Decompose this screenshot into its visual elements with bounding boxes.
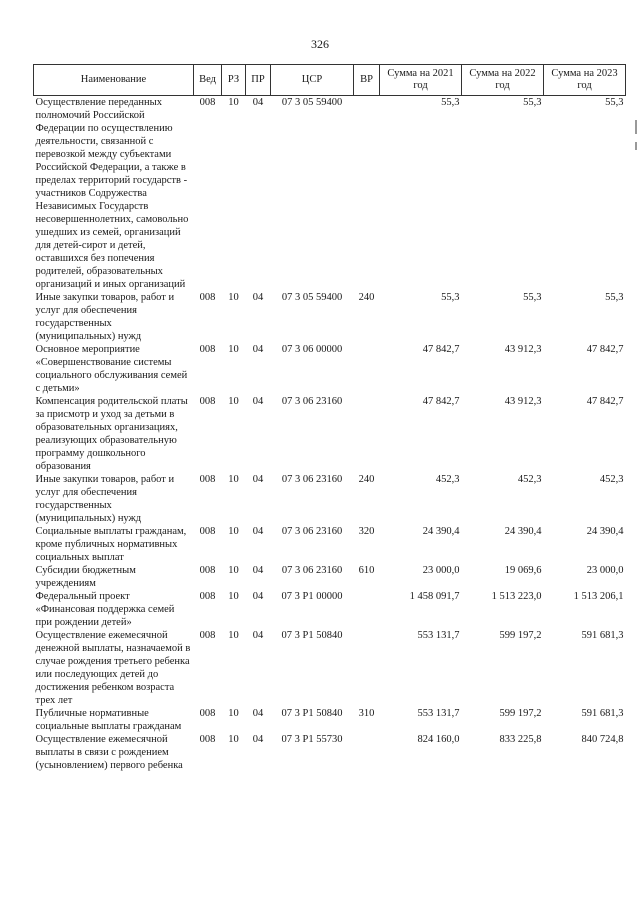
row-pr: 04 <box>252 565 264 576</box>
row-pr: 04 <box>252 526 264 537</box>
row-sum-2021: 452,3 <box>435 474 460 485</box>
row-pr: 04 <box>252 591 264 602</box>
row-sum-2022: 1 513 223,0 <box>491 591 542 602</box>
row-rz: 10 <box>228 526 239 537</box>
row-pr: 04 <box>252 734 264 745</box>
row-sum-2022: 599 197,2 <box>499 708 542 719</box>
row-sum-2023: 840 724,8 <box>581 734 624 745</box>
row-sum-2022: 19 069,6 <box>504 565 542 576</box>
header-sum-2023: Сумма на 2023 год <box>544 65 626 96</box>
row-ved: 008 <box>199 97 216 108</box>
row-sum-2021: 55,3 <box>441 292 460 303</box>
row-sum-2021: 47 842,7 <box>422 396 460 407</box>
row-ved: 008 <box>199 734 216 745</box>
table-row <box>34 291 626 343</box>
row-name: Осуществление ежемесячной выплаты в связи с рождением (усыновлением) первого ребенка <box>35 734 183 771</box>
table-row <box>34 564 626 590</box>
row-name: Основное мероприятие «Совершенствование системы социального обслуживания семей с детьми» <box>35 344 188 394</box>
table-row <box>34 395 626 473</box>
header-name: Наименование <box>34 65 194 96</box>
header-sum-2021: Сумма на 2021 год <box>380 65 462 96</box>
row-pr: 04 <box>252 630 264 641</box>
row-csr: 07 3 06 00000 <box>281 344 343 355</box>
table-row <box>34 473 626 525</box>
table-row <box>34 629 626 707</box>
row-csr: 07 3 05 59400 <box>281 292 343 303</box>
table-header-row <box>34 65 626 96</box>
row-ved: 008 <box>199 344 216 355</box>
row-vr: 240 <box>358 474 375 485</box>
row-rz: 10 <box>228 292 239 303</box>
row-ved: 008 <box>199 396 216 407</box>
scan-edge-mark <box>635 120 637 134</box>
row-vr: 310 <box>358 708 375 719</box>
row-csr: 07 3 Р1 50840 <box>281 708 343 719</box>
row-rz: 10 <box>228 344 239 355</box>
row-name: Компенсация родительской платы за присмотр и уход за детьми в образовательных организациях, реализующих образовательную программу дошкольного образования <box>35 396 188 472</box>
row-sum-2022: 55,3 <box>523 292 542 303</box>
row-vr <box>354 96 380 292</box>
row-csr: 07 3 Р1 00000 <box>281 591 343 602</box>
row-csr: 07 3 06 23160 <box>281 396 343 407</box>
row-pr: 04 <box>252 474 264 485</box>
budget-table <box>33 64 626 772</box>
row-pr: 04 <box>252 708 264 719</box>
row-sum-2021: 47 842,7 <box>422 344 460 355</box>
table-row <box>34 343 626 395</box>
table-body <box>34 96 626 773</box>
row-sum-2021: 553 131,7 <box>417 630 460 641</box>
row-vr: 240 <box>358 292 375 303</box>
row-csr: 07 3 05 59400 <box>281 97 343 108</box>
row-pr: 04 <box>252 97 264 108</box>
row-pr: 04 <box>252 292 264 303</box>
row-name: Иные закупки товаров, работ и услуг для обеспечения государственных (муниципальных) нужд <box>35 474 175 524</box>
row-sum-2022: 55,3 <box>523 97 542 108</box>
row-csr: 07 3 06 23160 <box>281 565 343 576</box>
header-pr: ПР <box>246 65 271 96</box>
row-rz: 10 <box>228 708 239 719</box>
row-ved: 008 <box>199 630 216 641</box>
row-vr <box>354 733 380 772</box>
row-sum-2022: 43 912,3 <box>504 344 542 355</box>
row-rz: 10 <box>228 591 239 602</box>
row-sum-2022: 24 390,4 <box>504 526 542 537</box>
row-sum-2021: 553 131,7 <box>417 708 460 719</box>
row-sum-2023: 47 842,7 <box>586 396 624 407</box>
row-rz: 10 <box>228 734 239 745</box>
row-ved: 008 <box>199 526 216 537</box>
row-sum-2023: 591 681,3 <box>581 630 624 641</box>
row-name: Осуществление переданных полномочий Российской Федерации по осуществлению деятельности, связанной с перевозкой между субъектами Российской Федерации, а также в пределах территорий государств - участников Содружества Независимых Государств несовершеннолетних, самовольно ушедших из семей, организаций для детей-сирот и детей, оставшихся без попечения родителей, образовательных организаций и иных организаций <box>35 97 189 290</box>
row-pr: 04 <box>252 344 264 355</box>
header-vr: ВР <box>354 65 380 96</box>
scan-edge-mark <box>635 142 637 150</box>
row-sum-2021: 23 000,0 <box>422 565 460 576</box>
row-ved: 008 <box>199 708 216 719</box>
row-sum-2023: 47 842,7 <box>586 344 624 355</box>
row-rz: 10 <box>228 396 239 407</box>
row-name: Социальные выплаты гражданам, кроме публичных нормативных социальных выплат <box>35 526 187 563</box>
row-name: Иные закупки товаров, работ и услуг для обеспечения государственных (муниципальных) нужд <box>35 292 175 342</box>
row-sum-2023: 591 681,3 <box>581 708 624 719</box>
row-sum-2021: 824 160,0 <box>417 734 460 745</box>
row-vr <box>354 590 380 629</box>
row-sum-2021: 1 458 091,7 <box>409 591 460 602</box>
row-pr: 04 <box>252 396 264 407</box>
row-ved: 008 <box>199 591 216 602</box>
row-rz: 10 <box>228 630 239 641</box>
table-row <box>34 733 626 772</box>
row-name: Публичные нормативные социальные выплаты гражданам <box>35 708 182 732</box>
row-sum-2022: 43 912,3 <box>504 396 542 407</box>
row-csr: 07 3 06 23160 <box>281 526 343 537</box>
row-name: Осуществление ежемесячной денежной выплаты, назначаемой в случае рождения третьего ребенка или последующих детей до достижения ребенком возраста трех лет <box>35 630 191 706</box>
header-csr: ЦСР <box>271 65 354 96</box>
row-sum-2023: 452,3 <box>599 474 624 485</box>
row-name: Федеральный проект «Финансовая поддержка семей при рождении детей» <box>35 591 175 628</box>
row-sum-2021: 24 390,4 <box>422 526 460 537</box>
row-sum-2023: 55,3 <box>605 97 624 108</box>
table-row <box>34 525 626 564</box>
table-row <box>34 96 626 292</box>
row-sum-2023: 24 390,4 <box>586 526 624 537</box>
row-vr: 320 <box>358 526 375 537</box>
row-sum-2022: 599 197,2 <box>499 630 542 641</box>
row-vr <box>354 629 380 707</box>
row-ved: 008 <box>199 474 216 485</box>
page-number: 326 <box>311 37 329 51</box>
row-sum-2023: 55,3 <box>605 292 624 303</box>
row-vr <box>354 343 380 395</box>
row-sum-2022: 452,3 <box>517 474 542 485</box>
row-rz: 10 <box>228 97 239 108</box>
row-rz: 10 <box>228 565 239 576</box>
row-csr: 07 3 06 23160 <box>281 474 343 485</box>
row-sum-2022: 833 225,8 <box>499 734 542 745</box>
header-rz: РЗ <box>222 65 246 96</box>
row-vr <box>354 395 380 473</box>
row-vr: 610 <box>358 565 375 576</box>
row-csr: 07 3 Р1 50840 <box>281 630 343 641</box>
row-sum-2023: 23 000,0 <box>586 565 624 576</box>
table-row <box>34 707 626 733</box>
header-sum-2022: Сумма на 2022 год <box>462 65 544 96</box>
table-row <box>34 590 626 629</box>
row-name: Субсидии бюджетным учреждениям <box>35 565 136 589</box>
row-ved: 008 <box>199 565 216 576</box>
row-sum-2021: 55,3 <box>441 97 460 108</box>
row-ved: 008 <box>199 292 216 303</box>
header-ved: Вед <box>194 65 222 96</box>
row-sum-2023: 1 513 206,1 <box>573 591 624 602</box>
row-rz: 10 <box>228 474 239 485</box>
row-csr: 07 3 Р1 55730 <box>281 734 343 745</box>
